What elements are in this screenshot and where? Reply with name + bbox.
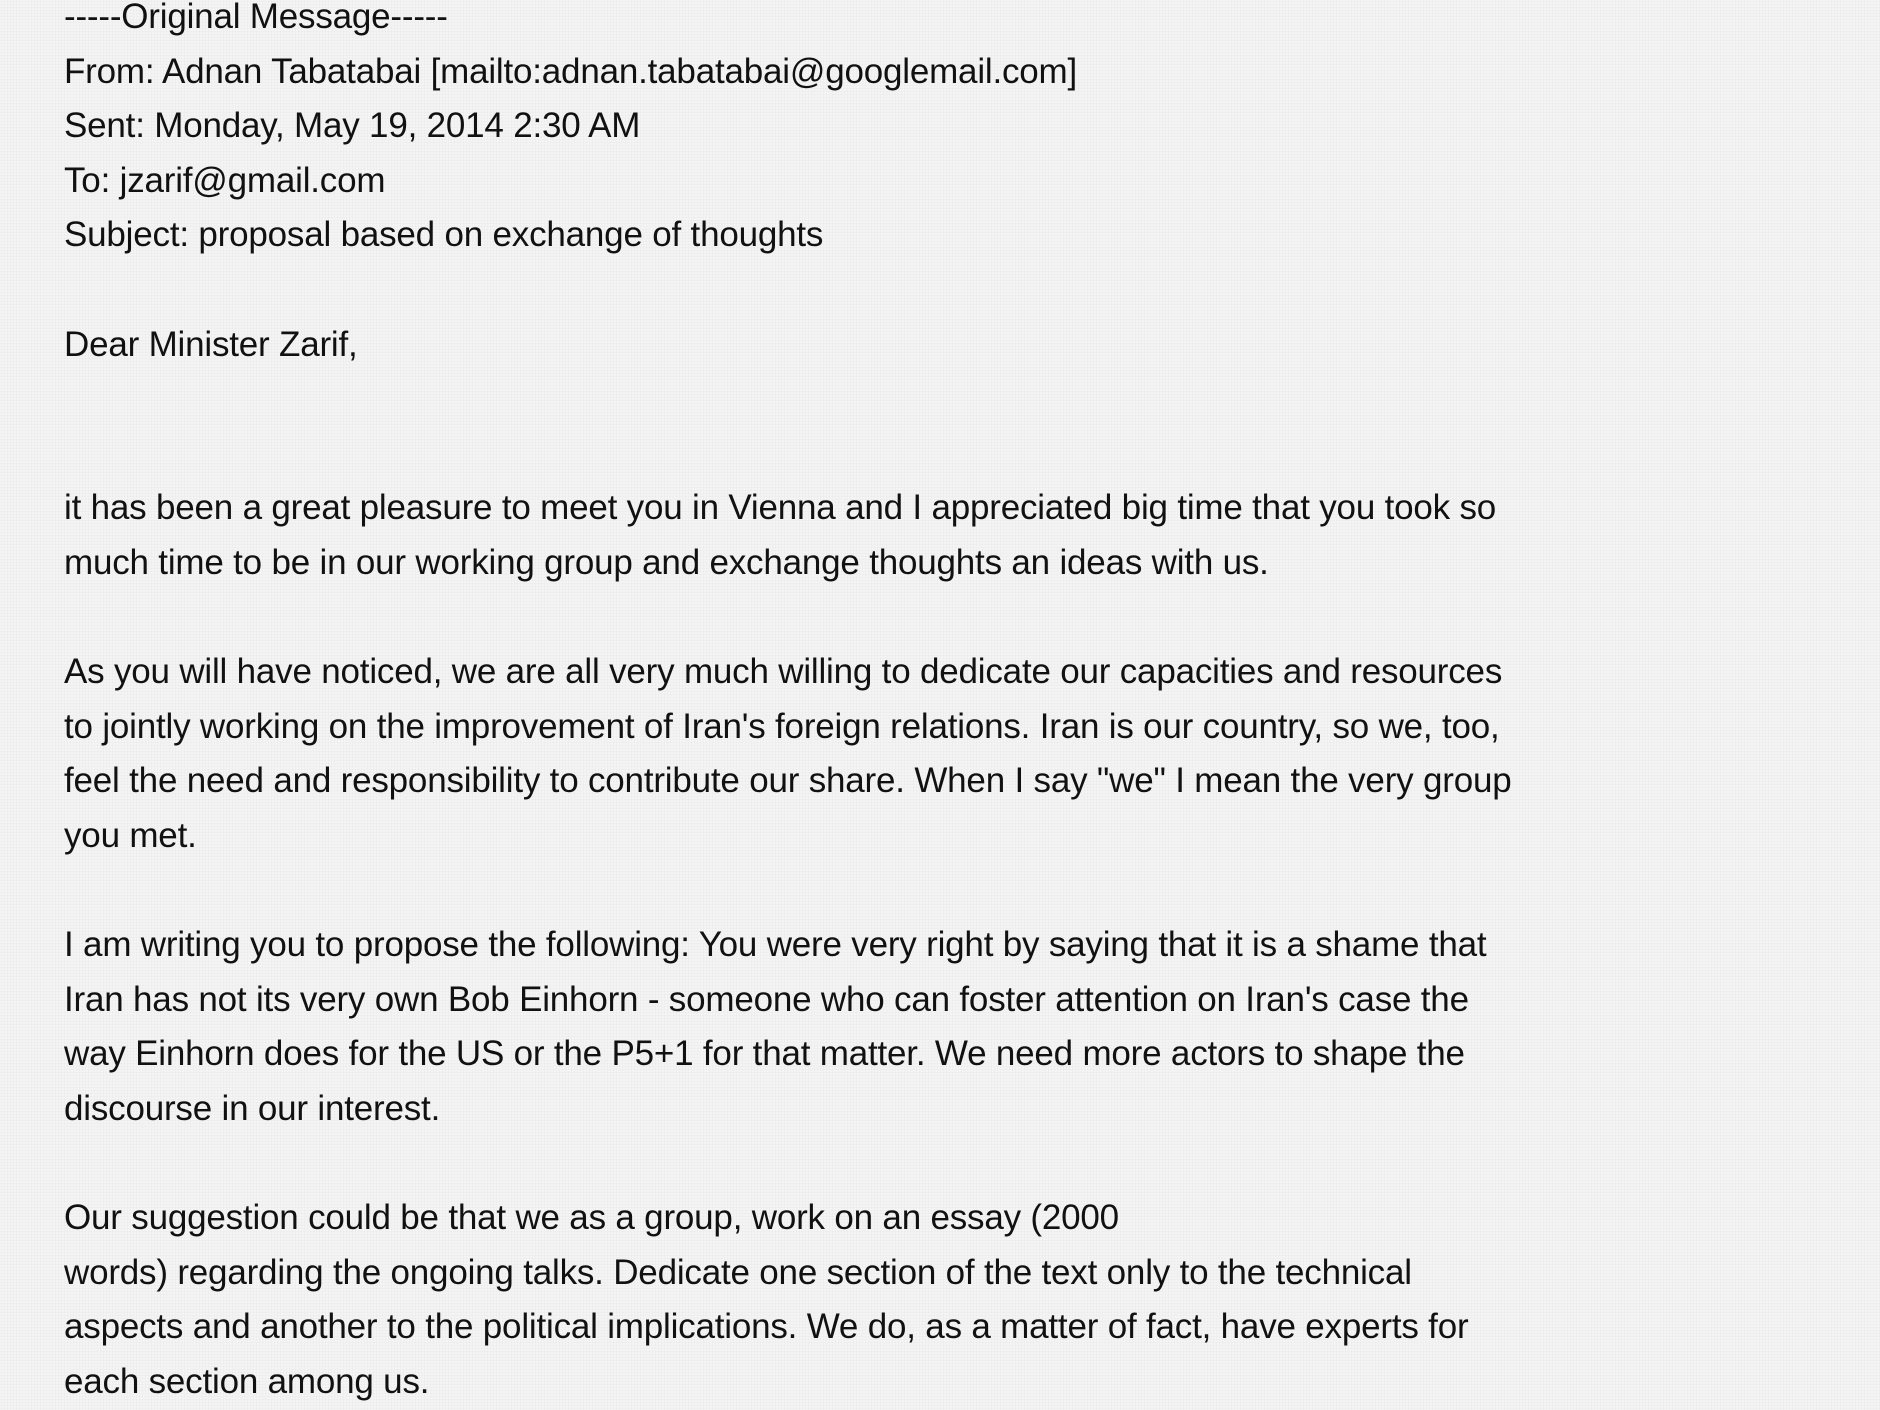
paragraph-line: to jointly working on the improvement of Iran's foreign relations. Iran is our country, so we, too,	[64, 706, 1500, 746]
paragraph-line: each section among us.	[64, 1361, 430, 1401]
paragraph-line: way Einhorn does for the US or the P5+1 for that matter. We need more actors to shape the	[64, 1034, 1465, 1074]
paragraph-line: feel the need and responsibility to contribute our share. When I say "we" I mean the very group	[64, 761, 1512, 801]
paragraph-line: you met.	[64, 815, 197, 855]
sent-line: Sent: Monday, May 19, 2014 2:30 AM	[64, 106, 641, 146]
paragraph-line: Iran has not its very own Bob Einhorn - someone who can foster attention on Iran's case the	[64, 979, 1469, 1019]
paragraph-line: much time to be in our working group and exchange thoughts an ideas with us.	[64, 542, 1269, 582]
greeting: Dear Minister Zarif,	[64, 324, 358, 364]
spacer	[64, 864, 1864, 919]
from-line: From: Adnan Tabatabai [mailto:adnan.tabatabai@googlemail.com]	[64, 51, 1078, 91]
paragraph-line: aspects and another to the political implications. We do, as a matter of fact, have experts for	[64, 1307, 1469, 1347]
paragraph-line: I am writing you to propose the following: You were very right by saying that it is a shame that	[64, 925, 1487, 965]
spacer	[64, 1136, 1864, 1191]
paragraph-1	[64, 481, 1864, 590]
spacer	[64, 591, 1864, 646]
paragraph-line: Our suggestion could be that we as a group, work on an essay (2000	[64, 1198, 1119, 1238]
original-message-separator: -----Original Message-----	[64, 0, 448, 36]
paragraph-2	[64, 645, 1864, 863]
email-document	[64, 0, 1864, 1409]
spacer	[64, 427, 1864, 482]
to-line: To: jzarif@gmail.com	[64, 160, 386, 200]
spacer	[64, 263, 1864, 318]
paragraph-line: As you will have noticed, we are all very much willing to dedicate our capacities and resources	[64, 652, 1503, 692]
spacer	[64, 372, 1864, 427]
paragraph-line: discourse in our interest.	[64, 1088, 441, 1128]
paragraph-4	[64, 1191, 1864, 1409]
paragraph-line: words) regarding the ongoing talks. Dedicate one section of the text only to the technical	[64, 1252, 1412, 1292]
paragraph-3	[64, 918, 1864, 1136]
paragraph-line: it has been a great pleasure to meet you in Vienna and I appreciated big time that you took so	[64, 488, 1497, 528]
subject-line: Subject: proposal based on exchange of thoughts	[64, 215, 824, 255]
